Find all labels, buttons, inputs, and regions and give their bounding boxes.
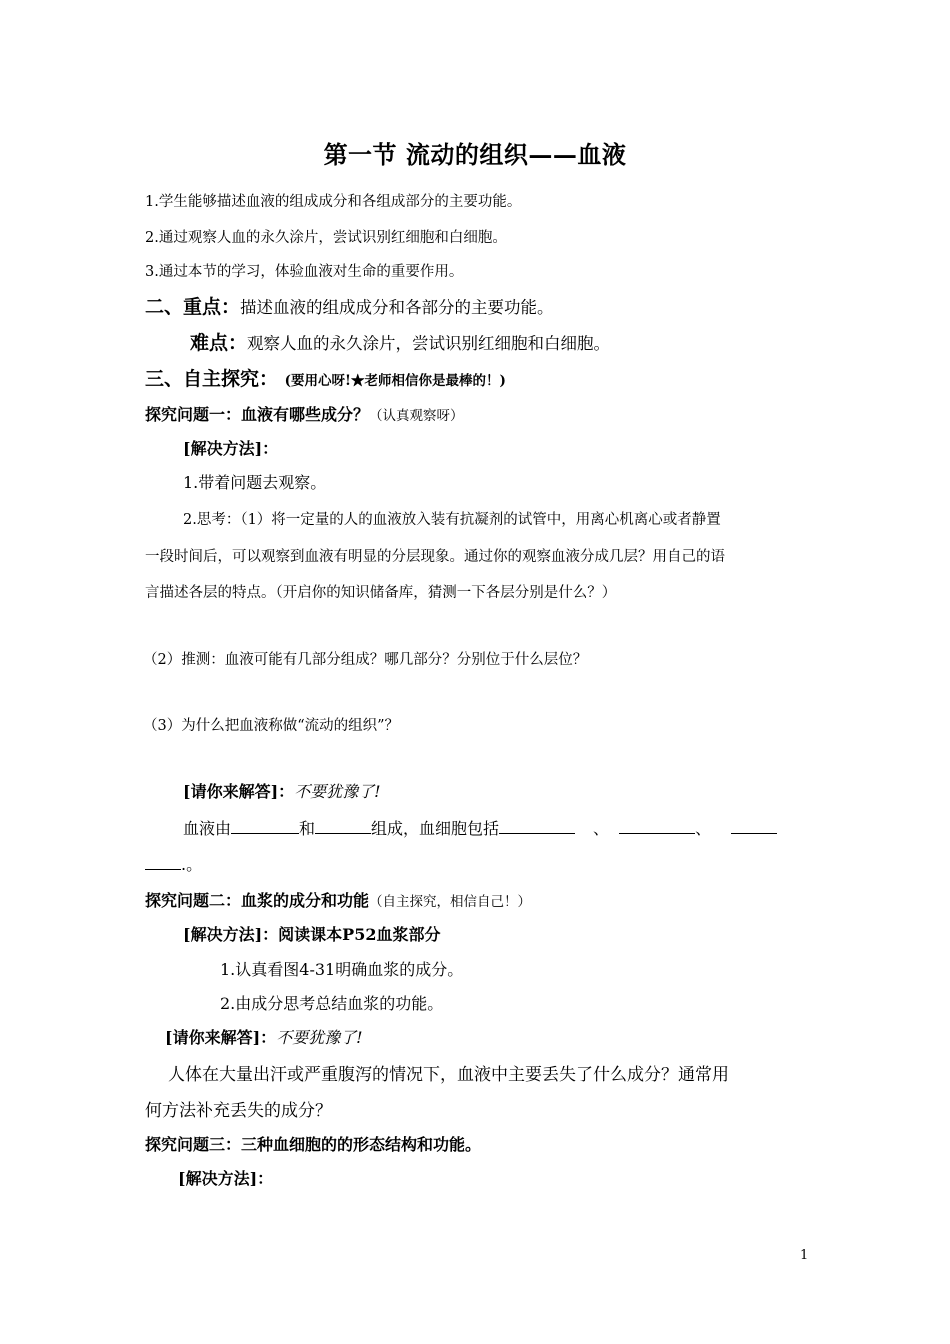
q1-note: （认真观察呀） [369, 408, 464, 424]
q1-sub-question-2: （2）推测：血液可能有几部分组成？哪几部分？分别位于什么层位？ [143, 652, 588, 668]
q2-answer-heading [165, 1025, 363, 1048]
q1-answer-label: [请你来解答]： [183, 782, 295, 801]
fill-text-2: 和 [299, 819, 316, 838]
q2-method-text: 阅读课本P52血浆部分 [278, 925, 441, 944]
page-title: 第一节 流动的组织——血液 [323, 140, 627, 169]
q2-question-line-1: 人体在大量出汗或严重腹泻的情况下，血液中主要丢失了什么成分？通常用 [168, 1065, 729, 1085]
q2-method-label: [解决方法]： [183, 925, 279, 944]
blank-plasma[interactable] [231, 819, 299, 834]
difficulty-text: 观察人血的永久涂片，尝试识别红细胞和白细胞。 [247, 334, 611, 353]
q1-title: 探究问题一：血液有哪些成分？ [145, 405, 370, 424]
q2-heading [145, 888, 531, 911]
difficulty-label: 难点： [190, 332, 248, 354]
q1-fill-line [183, 816, 777, 839]
fill-end: .。 [181, 855, 203, 874]
key-point [145, 292, 554, 319]
objective-2: 2.通过观察人血的永久涂片，尝试识别红细胞和白细胞。 [145, 230, 507, 246]
q2-method [183, 922, 440, 945]
page-number: 1 [800, 1248, 809, 1263]
fill-text-3: 组成，血细胞包括 [371, 819, 500, 838]
inquiry-heading [145, 364, 506, 391]
q2-step-2: 2.由成分思考总结血浆的功能。 [220, 994, 444, 1013]
fill-text-5: 、 [695, 819, 712, 838]
q1-answer-hint: 不要犹豫了! [294, 782, 381, 801]
q2-question-line-2: 何方法补充丢失的成分？ [145, 1101, 332, 1121]
key-point-label: 二、重点： [145, 296, 241, 318]
q1-step-2-line-1: 2.思考：（1）将一定量的人的血液放入装有抗凝剂的试管中，用离心机离心或者静置 [183, 512, 721, 528]
fill-text-1: 血液由 [183, 819, 232, 838]
q1-step-2-line-2: 一段时间后，可以观察到血液有明显的分层现象。通过你的观察血液分成几层？用自己的语 [145, 549, 725, 565]
fill-text-4: 、 [593, 819, 610, 838]
q2-answer-label: [请你来解答]： [165, 1028, 277, 1047]
q2-answer-hint: 不要犹豫了! [276, 1028, 363, 1047]
q1-sub-question-3: （3）为什么把血液称做“流动的组织”？ [143, 718, 400, 734]
inquiry-label: 三、自主探究： [145, 368, 279, 390]
blank-cell-type-1[interactable] [499, 819, 575, 834]
q2-step-1: 1.认真看图4-31明确血浆的成分。 [220, 960, 464, 979]
blank-cell-type-3-cont[interactable] [145, 855, 181, 870]
objective-1: 1.学生能够描述血液的组成成分和各组成部分的主要功能。 [145, 194, 522, 210]
q1-fill-line-end [145, 852, 202, 875]
key-point-text: 描述血液的组成成分和各部分的主要功能。 [240, 298, 554, 317]
objective-3: 3.通过本节的学习，体验血液对生命的重要作用。 [145, 264, 464, 280]
q2-note: （自主探究，相信自己！） [369, 894, 532, 910]
blank-blood-cells[interactable] [315, 819, 371, 834]
q1-heading [145, 402, 464, 425]
q1-method-label: [解决方法]： [183, 439, 279, 458]
difficulty [190, 328, 610, 355]
q1-step-1: 1.带着问题去观察。 [183, 473, 327, 492]
q3-method-label: [解决方法]： [178, 1169, 274, 1188]
q3-heading: 探究问题三：三种血细胞的的形态结构和功能。 [145, 1135, 482, 1154]
q1-step-2-line-3: 言描述各层的特点。（开启你的知识储备库，猜测一下各层分别是什么？） [145, 585, 617, 601]
q2-title: 探究问题二：血浆的成分和功能 [145, 891, 370, 910]
blank-cell-type-3[interactable] [731, 819, 777, 834]
inquiry-note: (要用心呀!★老师相信你是最棒的！) [284, 373, 506, 389]
blank-cell-type-2[interactable] [619, 819, 695, 834]
q1-answer-heading [183, 779, 381, 802]
